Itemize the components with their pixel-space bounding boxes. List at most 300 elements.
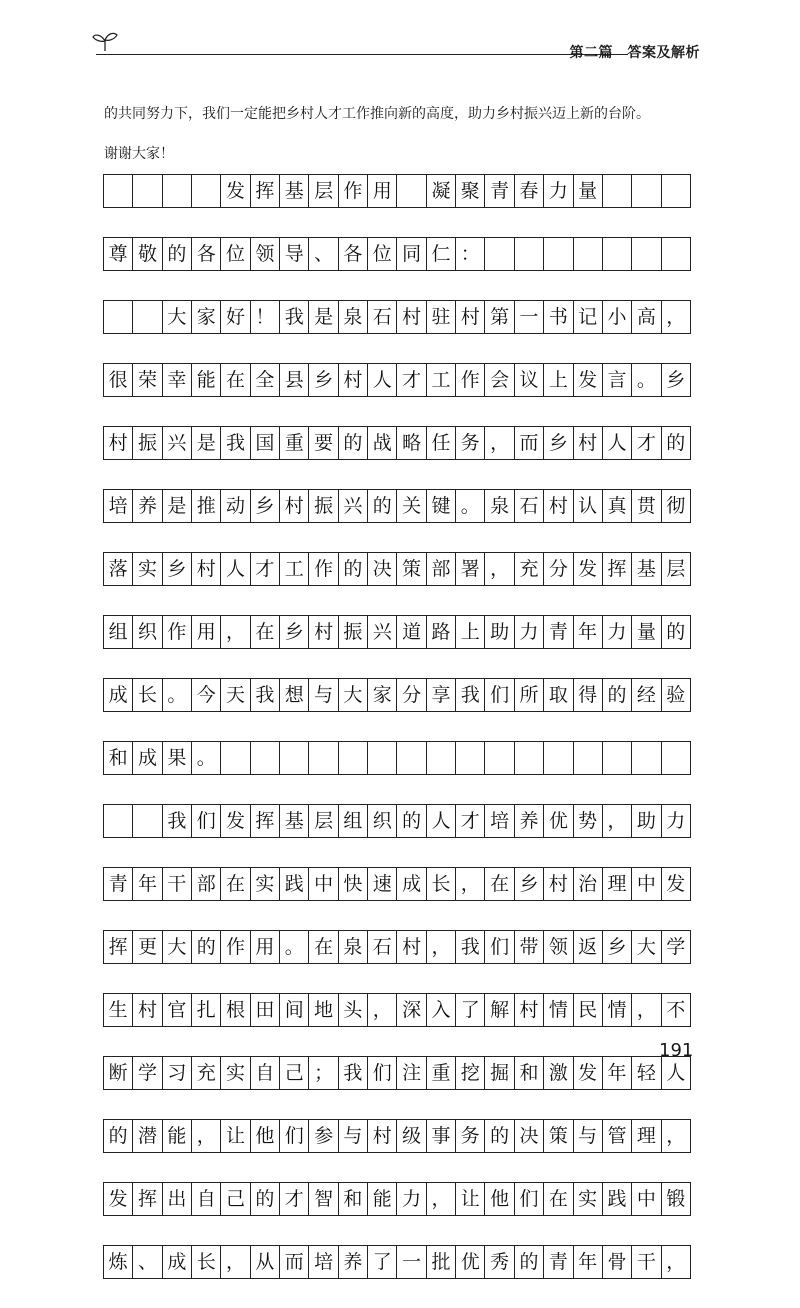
grid-cell: 践 bbox=[280, 868, 309, 900]
grid-cell: 的 bbox=[192, 931, 221, 963]
grid-cell: 学 bbox=[666, 936, 686, 958]
grid-cell: 村 bbox=[104, 427, 133, 459]
grid-row bbox=[103, 678, 691, 712]
grid-cell: 的 bbox=[368, 490, 397, 522]
grid-cell: 生 bbox=[104, 994, 133, 1026]
grid-cell: 长 bbox=[427, 868, 456, 900]
grid-cell: 尊 bbox=[104, 238, 133, 270]
grid-cell: 果 bbox=[163, 742, 192, 774]
grid-cell: 动 bbox=[221, 490, 250, 522]
grid-cell: 会 bbox=[485, 364, 514, 396]
grid-cell: 重 bbox=[427, 1057, 456, 1089]
grid-cell: 村 bbox=[192, 553, 221, 585]
header-title: 第二篇 答案及解析 bbox=[569, 45, 700, 61]
grid-cell: 部 bbox=[427, 553, 456, 585]
grid-cell: 基 bbox=[632, 553, 661, 585]
grid-cell: 。 bbox=[280, 931, 309, 963]
grid-cell: 想 bbox=[280, 679, 309, 711]
grid-cell: 治 bbox=[574, 868, 603, 900]
grid-cell: 。 bbox=[192, 742, 221, 774]
grid-cell: 事 bbox=[427, 1120, 456, 1152]
grid-cell bbox=[133, 301, 162, 333]
grid-cell: 键 bbox=[427, 490, 456, 522]
grid-cell: 更 bbox=[133, 931, 162, 963]
grid-cell: 在 bbox=[251, 616, 280, 648]
grid-cell: 级 bbox=[397, 1120, 426, 1152]
grid-row bbox=[103, 1119, 691, 1153]
grid-cell: 家 bbox=[192, 301, 221, 333]
grid-cell bbox=[632, 175, 661, 207]
grid-cell bbox=[104, 805, 133, 837]
grid-cell: 中 bbox=[309, 868, 338, 900]
grid-row bbox=[103, 930, 691, 964]
grid-cell: 年 bbox=[574, 1246, 603, 1278]
grid-cell: 们 bbox=[368, 1057, 397, 1089]
grid-cell bbox=[104, 301, 133, 333]
grid-cell: 村 bbox=[368, 1120, 397, 1152]
grid-cell: 轻 bbox=[632, 1057, 661, 1089]
grid-cell: 而 bbox=[515, 427, 544, 459]
grid-cell: 层 bbox=[309, 175, 338, 207]
grid-cell: 挥 bbox=[251, 175, 280, 207]
grid-cell: ， bbox=[221, 1246, 250, 1278]
grid-cell: 量 bbox=[574, 175, 603, 207]
grid-cell: 一 bbox=[397, 1246, 426, 1278]
grid-cell: 和 bbox=[104, 742, 133, 774]
grid-cell: 各 bbox=[192, 238, 221, 270]
grid-cell bbox=[603, 742, 632, 774]
grid-cell: 们 bbox=[515, 1183, 544, 1215]
grid-cell: 。 bbox=[632, 364, 661, 396]
grid-row bbox=[103, 615, 691, 649]
grid-cell: 的 bbox=[339, 427, 368, 459]
grid-cell: 兴 bbox=[368, 616, 397, 648]
grid-cell: 的 bbox=[666, 621, 686, 643]
grid-cell: 乡 bbox=[251, 490, 280, 522]
grid-cell: 乡 bbox=[666, 369, 686, 391]
grid-cell bbox=[603, 175, 632, 207]
grid-row bbox=[103, 363, 691, 397]
grid-cell: 根 bbox=[221, 994, 250, 1026]
grid-cell: 能 bbox=[192, 364, 221, 396]
grid-cell: 优 bbox=[456, 1246, 485, 1278]
grid-cell: 敬 bbox=[133, 238, 162, 270]
grid-cell: 作 bbox=[339, 175, 368, 207]
grid-cell: 势 bbox=[574, 805, 603, 837]
grid-cell: 挥 bbox=[251, 805, 280, 837]
grid-cell: 幸 bbox=[163, 364, 192, 396]
grid-cell: 作 bbox=[163, 616, 192, 648]
grid-cell: 的 bbox=[163, 238, 192, 270]
grid-cell: 年 bbox=[574, 616, 603, 648]
grid-cell: 我 bbox=[280, 301, 309, 333]
grid-cell bbox=[456, 742, 485, 774]
grid-cell: 。 bbox=[163, 679, 192, 711]
grid-cell: 村 bbox=[309, 616, 338, 648]
grid-cell: 织 bbox=[368, 805, 397, 837]
grid-cell: 让 bbox=[221, 1120, 250, 1152]
grid-cell bbox=[133, 805, 162, 837]
grid-cell: 真 bbox=[603, 490, 632, 522]
grid-cell: 泉 bbox=[485, 490, 514, 522]
grid-cell: 青 bbox=[544, 1246, 573, 1278]
grid-cell: 助 bbox=[485, 616, 514, 648]
grid-cell bbox=[544, 238, 573, 270]
grid-cell: 他 bbox=[251, 1120, 280, 1152]
grid-cell: 了 bbox=[368, 1246, 397, 1278]
grid-cell: 情 bbox=[603, 994, 632, 1026]
grid-cell: 青 bbox=[544, 616, 573, 648]
grid-cell: 们 bbox=[192, 805, 221, 837]
grid-cell: 扎 bbox=[192, 994, 221, 1026]
grid-cell: 养 bbox=[133, 490, 162, 522]
grid-cell: ， bbox=[192, 1120, 221, 1152]
grid-cell: 今 bbox=[192, 679, 221, 711]
grid-cell: 潜 bbox=[133, 1120, 162, 1152]
grid-cell: 振 bbox=[133, 427, 162, 459]
grid-cell: 很 bbox=[104, 364, 133, 396]
grid-cell: 理 bbox=[603, 868, 632, 900]
intro-line-1: 的共同努力下，我们一定能把乡村人才工作推向新的高度，助力乡村振兴迈上新的台阶。 bbox=[104, 106, 650, 122]
grid-cell: 入 bbox=[427, 994, 456, 1026]
grid-cell: 部 bbox=[192, 868, 221, 900]
grid-cell: 挥 bbox=[603, 553, 632, 585]
grid-cell bbox=[104, 175, 133, 207]
grid-cell: 基 bbox=[280, 175, 309, 207]
grid-cell: 与 bbox=[339, 1120, 368, 1152]
grid-cell: 在 bbox=[544, 1183, 573, 1215]
grid-cell bbox=[662, 238, 690, 270]
grid-cell: 我 bbox=[456, 931, 485, 963]
grid-cell: 田 bbox=[251, 994, 280, 1026]
grid-cell: 聚 bbox=[456, 175, 485, 207]
grid-cell: 量 bbox=[632, 616, 661, 648]
grid-cell: 取 bbox=[544, 679, 573, 711]
grid-cell: 言 bbox=[603, 364, 632, 396]
grid-cell: 家 bbox=[368, 679, 397, 711]
grid-row bbox=[103, 1245, 691, 1279]
grid-cell bbox=[163, 175, 192, 207]
grid-cell: 村 bbox=[515, 994, 544, 1026]
grid-cell: 民 bbox=[574, 994, 603, 1026]
grid-cell bbox=[192, 175, 221, 207]
grid-cell: 作 bbox=[221, 931, 250, 963]
grid-cell: 能 bbox=[368, 1183, 397, 1215]
grid-cell: 第 bbox=[485, 301, 514, 333]
grid-row bbox=[103, 426, 691, 460]
grid-cell: 与 bbox=[309, 679, 338, 711]
grid-cell: 的 bbox=[104, 1120, 133, 1152]
grid-cell: 的 bbox=[251, 1183, 280, 1215]
grid-cell: 助 bbox=[632, 805, 661, 837]
grid-cell: 培 bbox=[309, 1246, 338, 1278]
grid-cell: ， bbox=[427, 1183, 456, 1215]
grid-cell: 工 bbox=[280, 553, 309, 585]
grid-cell: 青 bbox=[485, 175, 514, 207]
grid-cell: 石 bbox=[515, 490, 544, 522]
grid-cell: 驻 bbox=[427, 301, 456, 333]
grid-cell: 用 bbox=[368, 175, 397, 207]
grid-cell: 所 bbox=[515, 679, 544, 711]
grid-cell: 乡 bbox=[515, 868, 544, 900]
grid-row bbox=[103, 1182, 691, 1216]
grid-cell: 从 bbox=[251, 1246, 280, 1278]
grid-cell: 青 bbox=[104, 868, 133, 900]
grid-cell bbox=[662, 742, 690, 774]
grid-cell: 全 bbox=[251, 364, 280, 396]
page-number: 191 bbox=[659, 1040, 694, 1061]
grid-cell: 我 bbox=[221, 427, 250, 459]
grid-cell: 掘 bbox=[485, 1057, 514, 1089]
grid-cell bbox=[632, 742, 661, 774]
grid-cell: 力 bbox=[397, 1183, 426, 1215]
grid-cell: 战 bbox=[368, 427, 397, 459]
grid-cell: ！ bbox=[251, 301, 280, 333]
grid-cell: 注 bbox=[397, 1057, 426, 1089]
grid-cell: 作 bbox=[309, 553, 338, 585]
grid-cell: 人 bbox=[666, 1062, 686, 1084]
grid-cell: 兴 bbox=[339, 490, 368, 522]
grid-cell bbox=[574, 238, 603, 270]
grid-cell: 间 bbox=[280, 994, 309, 1026]
grid-cell: 署 bbox=[456, 553, 485, 585]
grid-cell: 实 bbox=[574, 1183, 603, 1215]
grid-cell: 务 bbox=[456, 427, 485, 459]
grid-cell: 炼 bbox=[104, 1246, 133, 1278]
grid-cell: 享 bbox=[427, 679, 456, 711]
grid-cell: 石 bbox=[368, 301, 397, 333]
grid-row bbox=[103, 804, 691, 838]
grid-cell bbox=[515, 238, 544, 270]
grid-row bbox=[103, 552, 691, 586]
grid-cell: 国 bbox=[251, 427, 280, 459]
grid-cell: 返 bbox=[574, 931, 603, 963]
grid-cell: 乡 bbox=[280, 616, 309, 648]
grid-cell: ， bbox=[603, 805, 632, 837]
grid-cell: 凝 bbox=[427, 175, 456, 207]
grid-cell: 培 bbox=[104, 490, 133, 522]
grid-cell: 领 bbox=[251, 238, 280, 270]
grid-row bbox=[103, 489, 691, 523]
grid-cell: ， bbox=[485, 427, 514, 459]
grid-cell: 是 bbox=[163, 490, 192, 522]
grid-cell: 泉 bbox=[339, 931, 368, 963]
grid-cell: 振 bbox=[339, 616, 368, 648]
grid-cell: 人 bbox=[603, 427, 632, 459]
grid-cell: 织 bbox=[133, 616, 162, 648]
grid-cell: 己 bbox=[221, 1183, 250, 1215]
grid-row bbox=[103, 741, 691, 775]
grid-cell: 村 bbox=[397, 301, 426, 333]
grid-cell: 力 bbox=[544, 175, 573, 207]
grid-cell: 作 bbox=[456, 364, 485, 396]
grid-cell: 分 bbox=[544, 553, 573, 585]
grid-cell: 们 bbox=[485, 679, 514, 711]
grid-cell bbox=[397, 742, 426, 774]
grid-cell bbox=[544, 742, 573, 774]
grid-cell: 不 bbox=[666, 999, 686, 1021]
grid-cell: 骨 bbox=[603, 1246, 632, 1278]
grid-cell: 发 bbox=[574, 364, 603, 396]
grid-cell: 们 bbox=[280, 1120, 309, 1152]
grid-cell: 用 bbox=[192, 616, 221, 648]
grid-cell: 断 bbox=[104, 1057, 133, 1089]
header-rule bbox=[96, 54, 628, 55]
grid-cell: 贯 bbox=[632, 490, 661, 522]
grid-cell: 年 bbox=[603, 1057, 632, 1089]
grid-cell: 自 bbox=[251, 1057, 280, 1089]
grid-row bbox=[103, 993, 691, 1027]
grid-cell: 才 bbox=[251, 553, 280, 585]
grid-cell: 各 bbox=[339, 238, 368, 270]
grid-cell: 大 bbox=[163, 301, 192, 333]
grid-cell: 小 bbox=[603, 301, 632, 333]
grid-cell bbox=[280, 742, 309, 774]
grid-cell: 养 bbox=[339, 1246, 368, 1278]
grid-cell: 兴 bbox=[163, 427, 192, 459]
grid-cell: 要 bbox=[309, 427, 338, 459]
grid-cell: 发 bbox=[221, 805, 250, 837]
grid-cell: 的 bbox=[339, 553, 368, 585]
page-header bbox=[84, 28, 700, 64]
grid-cell: 实 bbox=[133, 553, 162, 585]
grid-cell: 地 bbox=[309, 994, 338, 1026]
grid-cell: 得 bbox=[574, 679, 603, 711]
grid-cell: 挖 bbox=[456, 1057, 485, 1089]
grid-cell: 村 bbox=[574, 427, 603, 459]
grid-cell: 快 bbox=[339, 868, 368, 900]
grid-cell: 的 bbox=[397, 805, 426, 837]
grid-cell: 路 bbox=[427, 616, 456, 648]
grid-cell: 务 bbox=[456, 1120, 485, 1152]
grid-cell: 仁 bbox=[427, 238, 456, 270]
grid-cell: 上 bbox=[544, 364, 573, 396]
grid-cell bbox=[515, 742, 544, 774]
grid-cell: 挥 bbox=[104, 931, 133, 963]
grid-cell: 和 bbox=[515, 1057, 544, 1089]
grid-cell: 村 bbox=[280, 490, 309, 522]
grid-cell: 基 bbox=[280, 805, 309, 837]
grid-cell: 充 bbox=[515, 553, 544, 585]
grid-cell: 养 bbox=[515, 805, 544, 837]
grid-cell: 挥 bbox=[133, 1183, 162, 1215]
grid-cell: 村 bbox=[133, 994, 162, 1026]
grid-cell: 春 bbox=[515, 175, 544, 207]
grid-cell: 年 bbox=[133, 868, 162, 900]
grid-cell: 官 bbox=[163, 994, 192, 1026]
grid-cell: 彻 bbox=[666, 495, 686, 517]
grid-cell: 、 bbox=[309, 238, 338, 270]
grid-cell: 决 bbox=[515, 1120, 544, 1152]
grid-cell: 实 bbox=[221, 1057, 250, 1089]
grid-cell: 我 bbox=[251, 679, 280, 711]
grid-cell: ； bbox=[309, 1057, 338, 1089]
grid-cell: 批 bbox=[427, 1246, 456, 1278]
grid-cell: 高 bbox=[632, 301, 661, 333]
grid-cell: 才 bbox=[456, 805, 485, 837]
grid-cell: 带 bbox=[515, 931, 544, 963]
grid-row bbox=[103, 1056, 691, 1090]
grid-cell: 我 bbox=[456, 679, 485, 711]
grid-cell: 乡 bbox=[603, 931, 632, 963]
grid-cell: 速 bbox=[368, 868, 397, 900]
grid-cell: 干 bbox=[632, 1246, 661, 1278]
grid-cell: 经 bbox=[632, 679, 661, 711]
composition-grid bbox=[103, 174, 694, 1308]
grid-cell: 人 bbox=[221, 553, 250, 585]
grid-cell: 人 bbox=[427, 805, 456, 837]
grid-cell: 力 bbox=[603, 616, 632, 648]
grid-row bbox=[103, 174, 691, 208]
grid-cell: 才 bbox=[280, 1183, 309, 1215]
grid-cell: 层 bbox=[309, 805, 338, 837]
grid-cell: 他 bbox=[485, 1183, 514, 1215]
grid-cell: 略 bbox=[397, 427, 426, 459]
grid-cell: 与 bbox=[574, 1120, 603, 1152]
grid-cell: 成 bbox=[397, 868, 426, 900]
grid-cell: ： bbox=[456, 238, 485, 270]
grid-cell: 决 bbox=[368, 553, 397, 585]
grid-cell: ， bbox=[666, 1251, 686, 1273]
grid-cell bbox=[427, 742, 456, 774]
grid-cell: 头 bbox=[339, 994, 368, 1026]
grid-cell: 认 bbox=[574, 490, 603, 522]
grid-cell bbox=[133, 175, 162, 207]
grid-cell bbox=[662, 175, 690, 207]
grid-cell: 验 bbox=[666, 684, 686, 706]
grid-cell: 发 bbox=[574, 1057, 603, 1089]
grid-cell: 和 bbox=[339, 1183, 368, 1215]
grid-cell: 策 bbox=[397, 553, 426, 585]
grid-cell: 习 bbox=[163, 1057, 192, 1089]
grid-cell: 们 bbox=[485, 931, 514, 963]
grid-cell: 己 bbox=[280, 1057, 309, 1089]
grid-cell bbox=[251, 742, 280, 774]
grid-cell: 发 bbox=[574, 553, 603, 585]
grid-cell: 乡 bbox=[163, 553, 192, 585]
grid-cell: 锻 bbox=[666, 1188, 686, 1210]
grid-cell: 才 bbox=[632, 427, 661, 459]
grid-cell: 县 bbox=[280, 364, 309, 396]
grid-cell: 在 bbox=[221, 364, 250, 396]
grid-cell: 秀 bbox=[485, 1246, 514, 1278]
grid-cell: 泉 bbox=[339, 301, 368, 333]
grid-cell: 大 bbox=[632, 931, 661, 963]
grid-cell: 记 bbox=[574, 301, 603, 333]
grid-cell bbox=[221, 742, 250, 774]
grid-cell: 践 bbox=[603, 1183, 632, 1215]
grid-cell: 的 bbox=[485, 1120, 514, 1152]
grid-cell: 一 bbox=[515, 301, 544, 333]
grid-cell: 。 bbox=[456, 490, 485, 522]
grid-cell: 长 bbox=[133, 679, 162, 711]
grid-cell: 能 bbox=[163, 1120, 192, 1152]
grid-cell: 位 bbox=[221, 238, 250, 270]
intro-line-2: 谢谢大家！ bbox=[104, 146, 174, 162]
grid-row bbox=[103, 867, 691, 901]
grid-cell: 议 bbox=[515, 364, 544, 396]
grid-cell: ， bbox=[221, 616, 250, 648]
grid-cell: 荣 bbox=[133, 364, 162, 396]
grid-cell: ， bbox=[427, 931, 456, 963]
grid-cell: 策 bbox=[544, 1120, 573, 1152]
grid-cell: 在 bbox=[309, 931, 338, 963]
grid-cell bbox=[485, 742, 514, 774]
grid-cell: 我 bbox=[163, 805, 192, 837]
grid-cell: 优 bbox=[544, 805, 573, 837]
grid-cell: 智 bbox=[309, 1183, 338, 1215]
grid-cell: 领 bbox=[544, 931, 573, 963]
